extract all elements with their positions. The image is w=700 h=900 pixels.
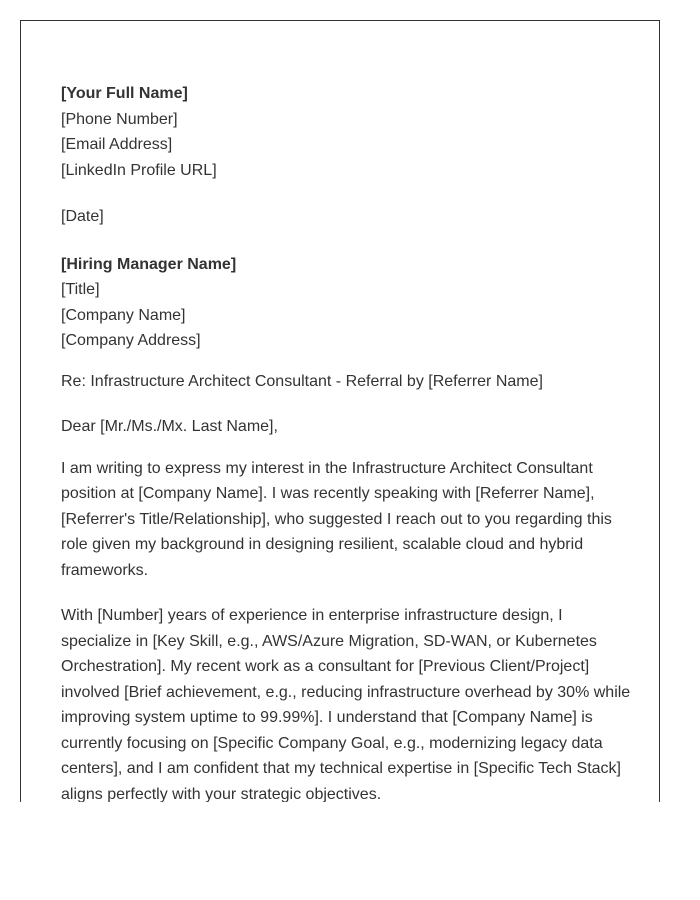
recipient-company: [Company Name] bbox=[61, 306, 186, 324]
body-paragraph-2: With [Number] years of experience in enterprise infrastructure design, I specialize in [Key Skill, e.g., AWS/Azure Migration, SD-WAN, or Kubernetes Orchestration]. My recent work as a consultant for [Previous Client/Project] involved [Brief achievement, e.g., reducing infrastructure overhead by 30% while improving system uptime to 99.99%]. I understand that [Company Name] is currently focusing on [Specific Company Goal, e.g., modernizing legacy data centers], and I am confident that my technical expertise in [Specific Tech Stack] aligns perfectly with your strategic objectives. bbox=[61, 607, 631, 802]
subject-line: Re: Infrastructure Architect Consultant - Referral by [Referrer Name] bbox=[61, 372, 543, 390]
recipient-block bbox=[61, 252, 631, 354]
sender-phone: [Phone Number] bbox=[61, 110, 178, 128]
letter-page bbox=[20, 20, 660, 802]
recipient-title: [Title] bbox=[61, 281, 100, 298]
body-paragraph-1: I am writing to express my interest in the Infrastructure Architect Consultant position at [Company Name]. I was recently speaking with [Referrer Name], [Referrer's Title/Relationship], who suggested I reach out to you regarding this role given my background in designing resilient, scalable cloud and hybrid frameworks. bbox=[61, 459, 612, 579]
sender-linkedin: [LinkedIn Profile URL] bbox=[61, 161, 217, 179]
sender-name: [Your Full Name] bbox=[61, 85, 188, 102]
salutation: Dear [Mr./Ms./Mx. Last Name], bbox=[61, 418, 278, 435]
date-block bbox=[61, 204, 631, 230]
recipient-name: [Hiring Manager Name] bbox=[61, 255, 237, 273]
letter-body bbox=[61, 81, 631, 802]
sender-email: [Email Address] bbox=[61, 136, 173, 153]
recipient-address: [Company Address] bbox=[61, 332, 201, 349]
letter-date: [Date] bbox=[61, 208, 104, 225]
sender-block bbox=[61, 81, 631, 183]
